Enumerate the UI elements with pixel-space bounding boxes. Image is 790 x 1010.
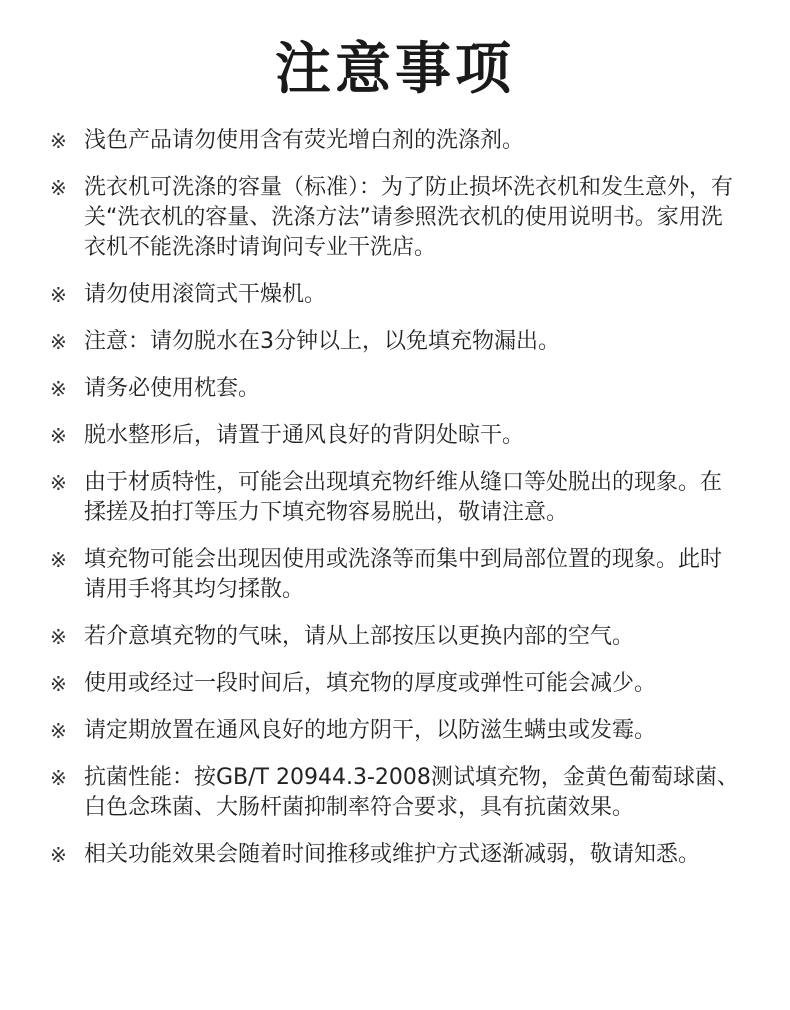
reference-mark-icon: ※ xyxy=(50,548,67,572)
reference-mark-icon: ※ xyxy=(50,672,67,696)
note-text: 浅色产品请勿使用含有荧光增白剂的洗涤剂。 xyxy=(84,128,525,153)
reference-mark-icon: ※ xyxy=(50,625,67,649)
note-text: 请务必使用枕套。 xyxy=(84,376,261,401)
note-text: 脱水整形后，请置于通风良好的背阴处晾干。 xyxy=(84,423,525,448)
reference-mark-icon: ※ xyxy=(50,424,67,448)
note-text: 注意：请勿脱水在3分钟以上，以免填充物漏出。 xyxy=(84,329,560,354)
reference-mark-icon: ※ xyxy=(50,129,67,153)
note-item xyxy=(50,280,740,310)
note-item xyxy=(50,669,740,699)
note-item xyxy=(50,327,740,357)
reference-mark-icon: ※ xyxy=(50,719,67,743)
note-text: 填充物可能会出现因使用或洗涤等而集中到局部位置的现象。此时请用手将其均匀揉散。 xyxy=(84,547,723,602)
reference-mark-icon: ※ xyxy=(50,377,67,401)
note-item xyxy=(50,763,740,823)
note-text: 请勿使用滚筒式干燥机。 xyxy=(84,282,327,307)
note-item xyxy=(50,374,740,404)
note-item xyxy=(50,840,740,870)
reference-mark-icon: ※ xyxy=(50,330,67,354)
note-text: 若介意填充物的气味，请从上部按压以更换内部的空气。 xyxy=(84,624,635,649)
reference-mark-icon: ※ xyxy=(50,843,67,867)
notes-list xyxy=(0,126,740,870)
note-text: 相关功能效果会随着时间推移或维护方式逐渐减弱，敬请知悉。 xyxy=(84,842,701,867)
note-text: 使用或经过一段时间后，填充物的厚度或弹性可能会减少。 xyxy=(84,671,657,696)
reference-mark-icon: ※ xyxy=(50,766,67,790)
note-item xyxy=(50,126,740,156)
note-item xyxy=(50,468,740,528)
reference-mark-icon: ※ xyxy=(50,283,67,307)
note-text: 请定期放置在通风良好的地方阴干，以防滋生螨虫或发霉。 xyxy=(84,718,657,743)
note-item xyxy=(50,173,740,263)
note-text: 由于材质特性，可能会出现填充物纤维从缝口等处脱出的现象。在揉搓及拍打等压力下填充物容易脱出，敬请注意。 xyxy=(84,470,723,525)
note-text: 抗菌性能：按GB/T 20944.3-2008测试填充物，金黄色葡萄球菌、白色念珠菌、大肠杆菌抑制率符合要求，具有抗菌效果。 xyxy=(84,765,739,820)
note-item xyxy=(50,421,740,451)
reference-mark-icon: ※ xyxy=(50,176,67,200)
note-item xyxy=(50,716,740,746)
note-text: 洗衣机可洗涤的容量（标准）：为了防止损坏洗衣机和发生意外，有关“洗衣机的容量、洗涤方法”请参照洗衣机的使用说明书。家用洗衣机不能洗涤时请询问专业干洗店。 xyxy=(84,175,734,260)
reference-mark-icon: ※ xyxy=(50,471,67,495)
page-title: 注意事项 xyxy=(275,37,515,102)
note-item xyxy=(50,622,740,652)
note-item xyxy=(50,545,740,605)
